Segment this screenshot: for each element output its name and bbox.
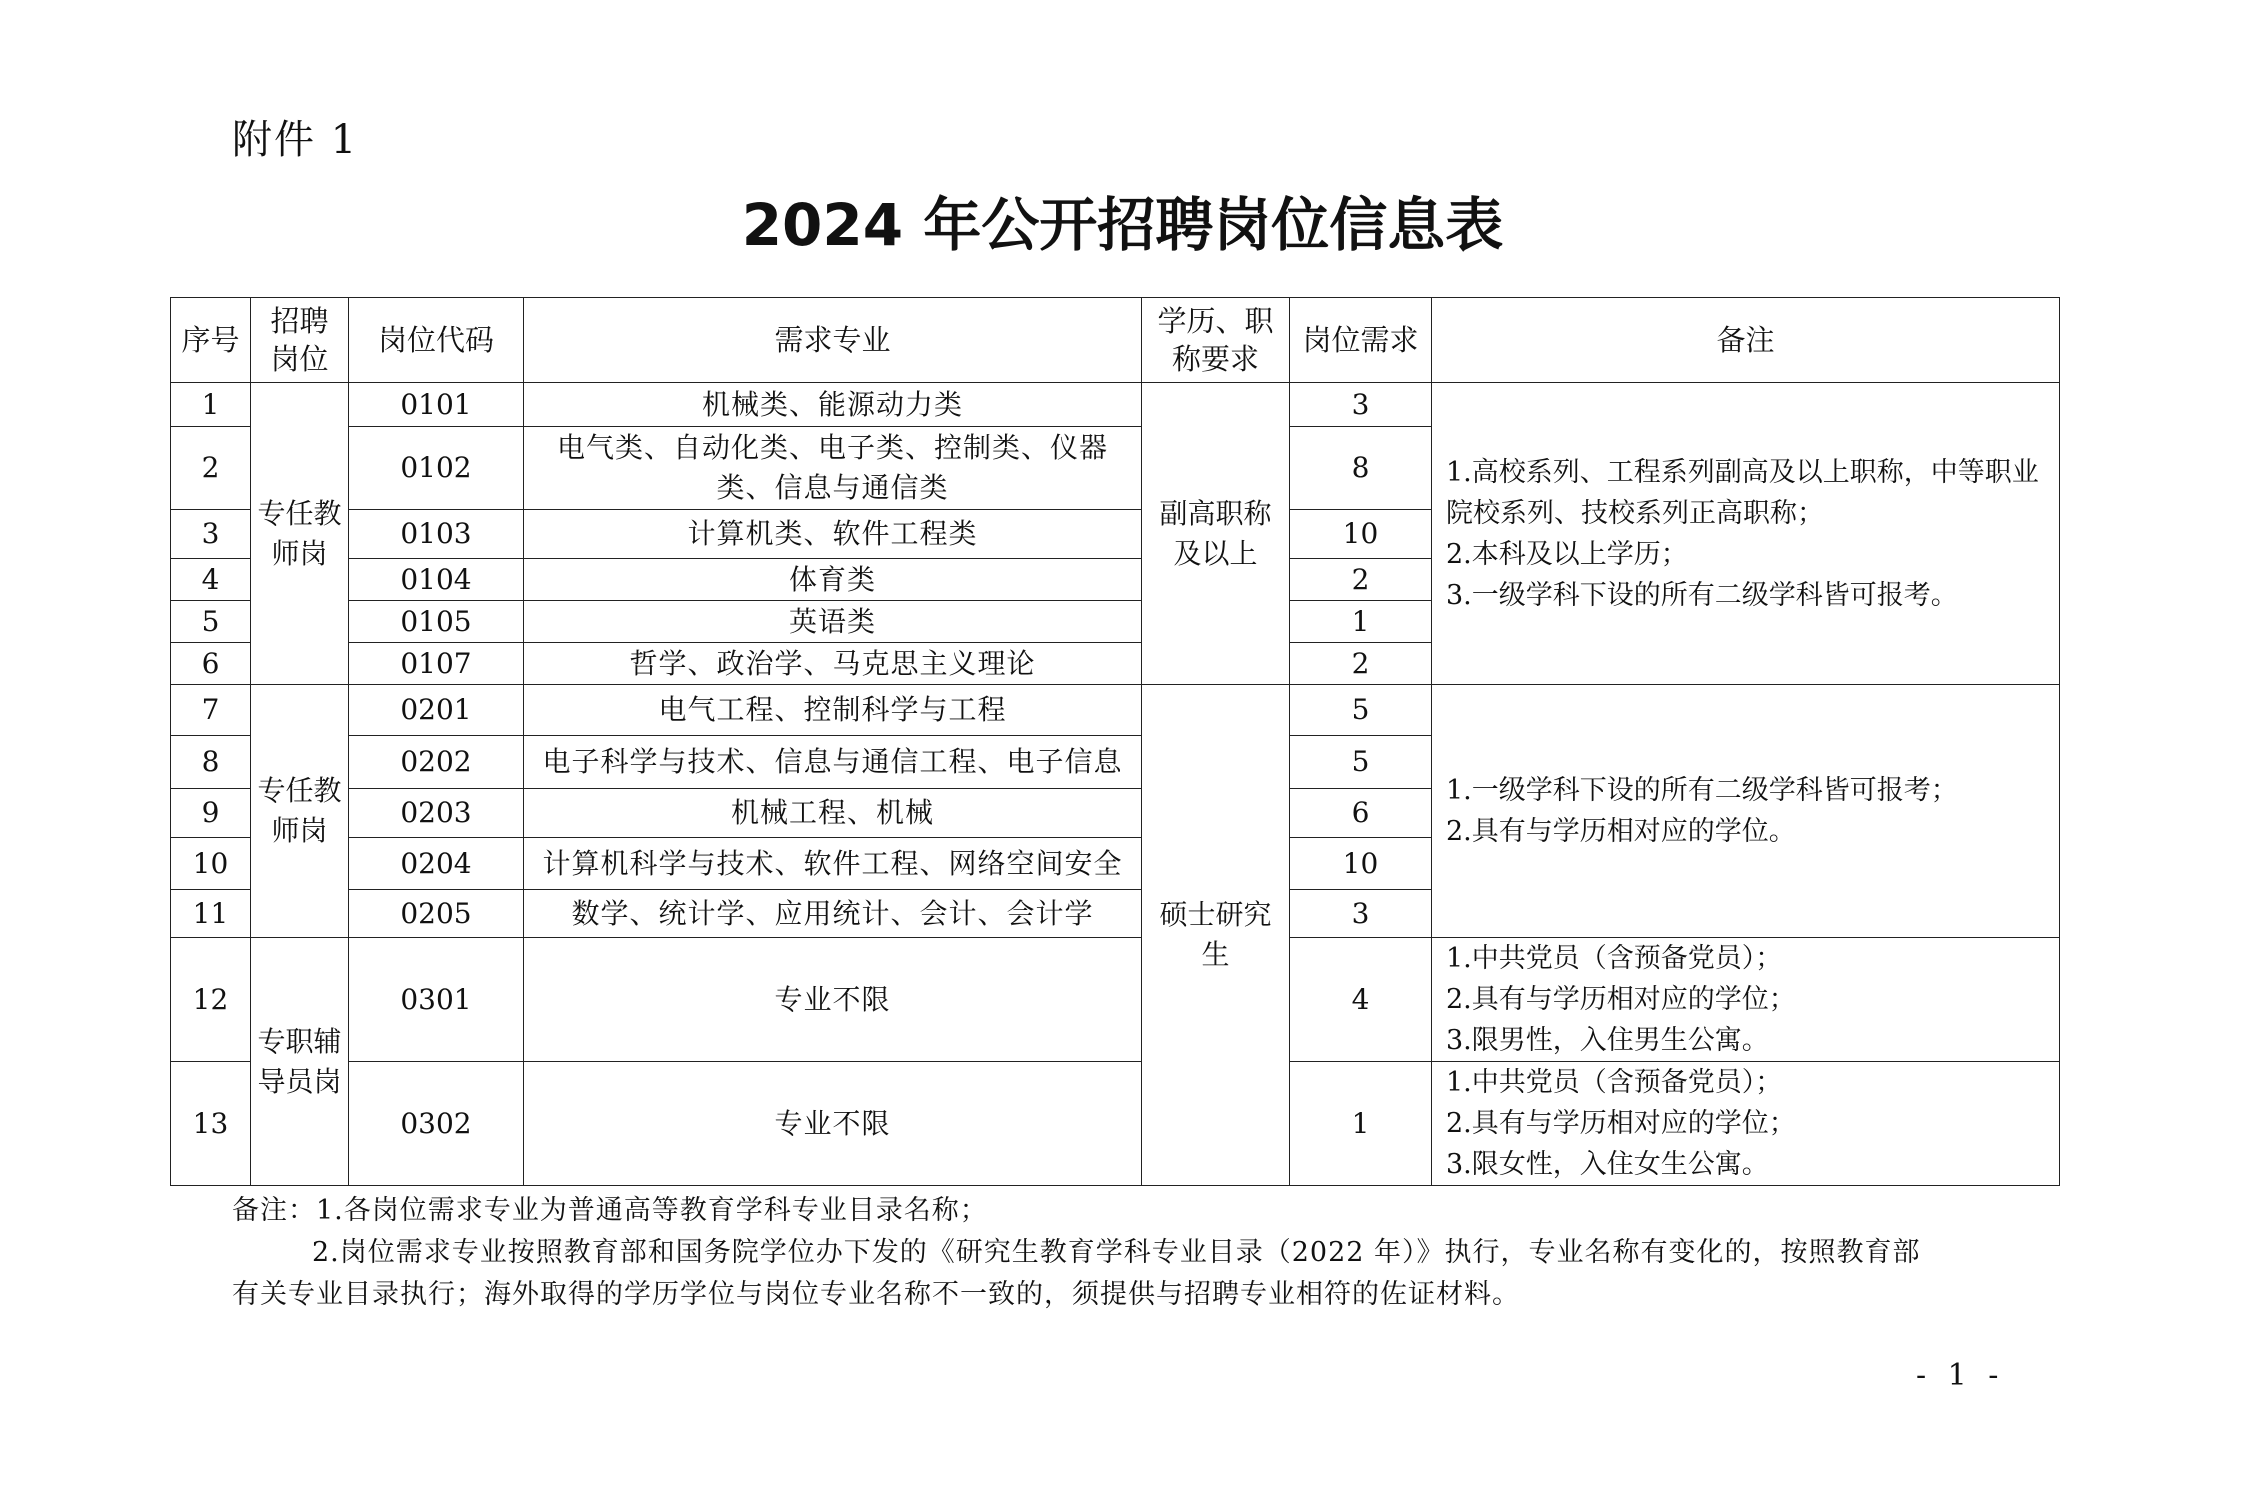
cell-major: 电气类、自动化类、电子类、控制类、仪器类、信息与通信类 [524,427,1142,510]
footnote-line-1: 备注：1.各岗位需求专业为普通高等教育学科专业目录名称； [232,1195,988,1226]
cell-remark-group-a [1432,383,2060,685]
cell-major: 哲学、政治学、马克思主义理论 [524,643,1142,685]
page-number: - 1 - [1916,1358,2005,1393]
header-count: 岗位需求 [1290,298,1432,383]
cell-remark-group-b [1432,685,2060,938]
cell-code: 0101 [349,383,524,427]
cell-code: 0202 [349,736,524,789]
cell-code: 0103 [349,510,524,559]
cell-major: 电气工程、控制科学与工程 [524,685,1142,736]
cell-seq: 6 [171,643,251,685]
header-major: 需求专业 [524,298,1142,383]
remark-line: 2.具有与学历相对应的学位。 [1446,816,1796,847]
footnote-line-3: 有关专业目录执行；海外取得的学历学位与岗位专业名称不一致的，须提供与招聘专业相符的佐证材料。 [232,1279,1520,1310]
remark-line: 3.限男性，入住男生公寓。 [1446,1025,1769,1056]
footnote-line-2: 2.岗位需求专业按照教育部和国务院学位办下发的《研究生教育学科专业目录（2022 年）》执行，专业名称有变化的，按照教育部 [312,1237,1921,1268]
cell-major: 机械类、能源动力类 [524,383,1142,427]
cell-count: 2 [1290,643,1432,685]
cell-count: 5 [1290,736,1432,789]
remark-line: 1.高校系列、工程系列副高及以上职称，中等职业院校系列、技校系列正高职称； [1446,456,2039,529]
table-row [171,383,2060,427]
remark-line: 1.一级学科下设的所有二级学科皆可报考； [1446,775,1958,806]
cell-count: 10 [1290,838,1432,890]
cell-code: 0201 [349,685,524,736]
remark-line: 2.本科及以上学历； [1446,538,1688,570]
cell-major: 电子科学与技术、信息与通信工程、电子信息 [524,736,1142,789]
cell-major: 专业不限 [524,1062,1142,1186]
cell-major: 机械工程、机械 [524,789,1142,838]
cell-major: 计算机类、软件工程类 [524,510,1142,559]
cell-seq: 3 [171,510,251,559]
cell-count: 6 [1290,789,1432,838]
remark-line: 1.中共党员（含预备党员）； [1446,1067,1783,1098]
table-row [171,1062,2060,1186]
cell-code: 0301 [349,938,524,1062]
cell-seq: 4 [171,559,251,601]
cell-seq: 12 [171,938,251,1062]
cell-edu: 硕士研究生 [1142,685,1290,1186]
header-code: 岗位代码 [349,298,524,383]
cell-code: 0203 [349,789,524,838]
cell-count: 1 [1290,601,1432,643]
cell-remark-row-13 [1432,1062,2060,1186]
cell-seq: 11 [171,890,251,938]
cell-major: 专业不限 [524,938,1142,1062]
cell-count: 3 [1290,383,1432,427]
cell-code: 0302 [349,1062,524,1186]
cell-code: 0205 [349,890,524,938]
cell-major: 数学、统计学、应用统计、会计、会计学 [524,890,1142,938]
attachment-label: 附件 1 [232,117,359,163]
remark-line: 3.限女性，入住女生公寓。 [1446,1149,1769,1180]
header-remark: 备注 [1432,298,2060,383]
cell-seq: 10 [171,838,251,890]
remark-line: 2.具有与学历相对应的学位； [1446,984,1796,1015]
cell-position-group: 专任教师岗 [251,685,349,938]
cell-position-group: 专职辅导员岗 [251,938,349,1186]
cell-position-group: 专任教师岗 [251,383,349,685]
cell-code: 0105 [349,601,524,643]
cell-remark-row-12 [1432,938,2060,1062]
cell-code: 0107 [349,643,524,685]
cell-count: 4 [1290,938,1432,1062]
cell-seq: 1 [171,383,251,427]
cell-count: 1 [1290,1062,1432,1186]
cell-count: 8 [1290,427,1432,510]
cell-code: 0204 [349,838,524,890]
cell-code: 0104 [349,559,524,601]
header-edu: 学历、职称要求 [1142,298,1290,383]
table-row [171,685,2060,736]
header-position: 招聘岗位 [251,298,349,383]
cell-edu: 副高职称及以上 [1142,383,1290,685]
cell-count: 10 [1290,510,1432,559]
cell-major: 体育类 [524,559,1142,601]
cell-seq: 2 [171,427,251,510]
header-seq: 序号 [171,298,251,383]
remark-line: 2.具有与学历相对应的学位； [1446,1108,1796,1139]
remark-line: 3.一级学科下设的所有二级学科皆可报考。 [1446,579,1958,611]
cell-seq: 5 [171,601,251,643]
cell-count: 3 [1290,890,1432,938]
cell-seq: 8 [171,736,251,789]
recruitment-table [170,297,2060,1186]
page-title: 2024 年公开招聘岗位信息表 [741,191,1504,259]
table-header-row [171,298,2060,383]
cell-code: 0102 [349,427,524,510]
cell-seq: 13 [171,1062,251,1186]
cell-count: 2 [1290,559,1432,601]
cell-major: 计算机科学与技术、软件工程、网络空间安全 [524,838,1142,890]
cell-count: 5 [1290,685,1432,736]
cell-seq: 7 [171,685,251,736]
cell-major: 英语类 [524,601,1142,643]
remark-line: 1.中共党员（含预备党员）； [1446,943,1783,974]
table-row [171,938,2060,1062]
cell-seq: 9 [171,789,251,838]
